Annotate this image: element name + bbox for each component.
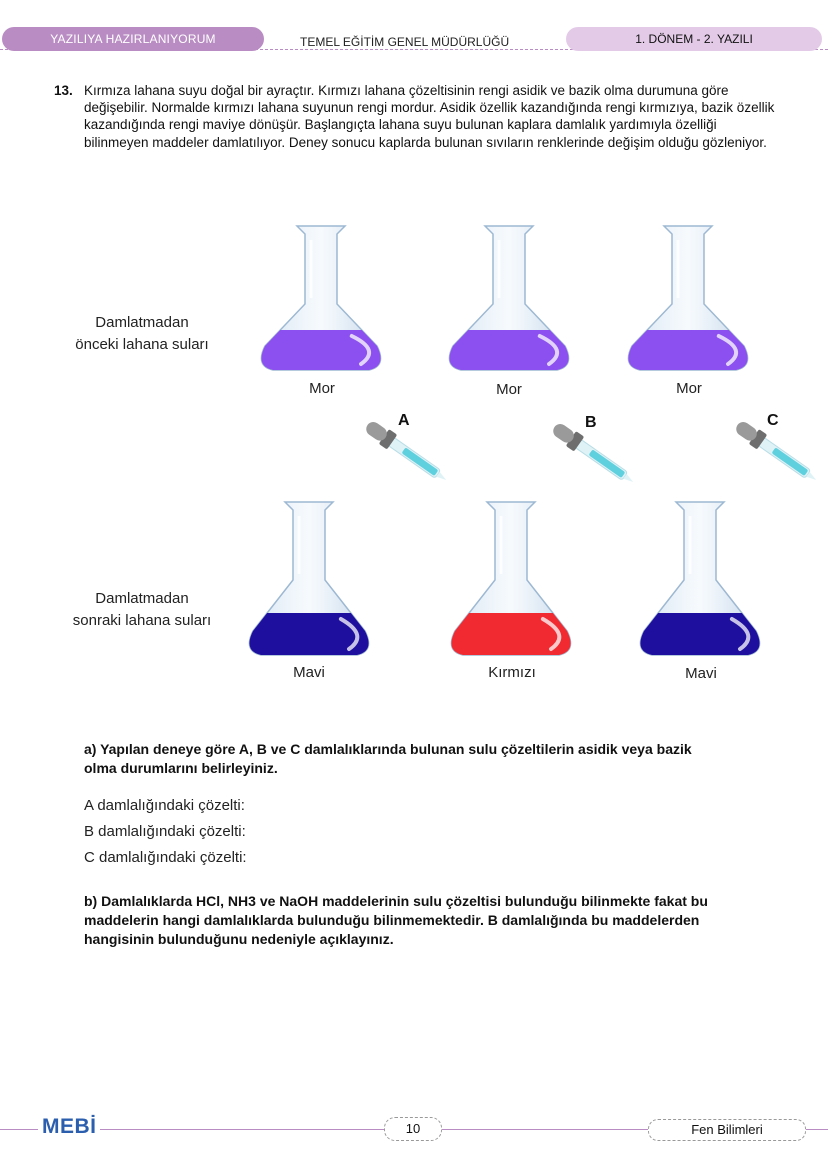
dropper-liquid bbox=[402, 447, 439, 476]
before-flask-3 bbox=[628, 226, 747, 370]
dropper-liquid bbox=[589, 449, 626, 478]
after-flask-label-2: Kırmızı bbox=[488, 664, 536, 681]
header-badge-right: 1. DÖNEM - 2. YAZILI bbox=[566, 27, 822, 51]
before-flask-1 bbox=[261, 226, 380, 370]
before-flask-label-3: Mor bbox=[676, 380, 702, 397]
before-flask-label-2: Mor bbox=[496, 381, 522, 398]
page-number: 10 bbox=[384, 1117, 442, 1141]
dropper-label-a: A bbox=[398, 412, 410, 429]
after-flask-1 bbox=[249, 502, 368, 655]
before-flask-label-1: Mor bbox=[309, 380, 335, 397]
footer-line-mid-left bbox=[100, 1129, 384, 1130]
footer-line-left bbox=[0, 1129, 38, 1130]
question-text: Kırmıza lahana suyu doğal bir ayraçtır. Kırmızı lahana çözeltisinin rengi asidik ve bazik olma durumuna göre değişebilir. Normalde kırmızı lahana suyunun rengi mordur. Asidik özellik kazandığında rengi kırmızıya, bazik özellik kazandığında rengi maviye dönüşür. Başlangıçta lahana suyu bulunan kaplara damlalık yardımıyla özelliği bilinmeyen maddeler damlatılıyor. Deney sonucu kaplarda bulunan sıvıların renklerinde değişim olduğu gözleniyor. bbox=[84, 83, 775, 150]
answer-line-a: A damlalığındaki çözelti: bbox=[84, 797, 245, 814]
part-b-prompt: b) Damlalıklarda HCl, NH3 ve NaOH maddelerinin sulu çözeltisi bulunduğu bilinmekte fakat bu maddelerin hangi damlalıklarda bulunduğu bilinmemektedir. B damlalığında bu maddelerden hangisinin bulunduğunu nedeniyle açıklayınız. bbox=[84, 893, 708, 947]
header-badge-left: YAZILIYA HAZIRLANIYORUM bbox=[2, 27, 264, 51]
after-flask-2 bbox=[451, 502, 570, 655]
answer-line-b: B damlalığındaki çözelti: bbox=[84, 823, 246, 840]
after-flask-3 bbox=[640, 502, 759, 655]
question-number: 13. bbox=[54, 83, 73, 98]
footer-line-right bbox=[804, 1129, 828, 1130]
dropper-label-c: C bbox=[767, 412, 779, 429]
header-title: TEMEL EĞİTİM GENEL MÜDÜRLÜĞÜ bbox=[300, 35, 510, 49]
mebi-logo: MEBİ bbox=[42, 1115, 97, 1138]
after-flask-label-3: Mavi bbox=[685, 665, 717, 682]
dropper-liquid bbox=[772, 447, 809, 476]
after-flask-label-1: Mavi bbox=[293, 664, 325, 681]
subject-label: Fen Bilimleri bbox=[648, 1119, 806, 1141]
before-flask-2 bbox=[449, 226, 568, 370]
dropper-label-b: B bbox=[585, 414, 597, 431]
before-label: Damlatmadan önceki lahana suları bbox=[75, 314, 209, 353]
after-label: Damlatmadan sonraki lahana suları bbox=[72, 590, 212, 629]
part-a-prompt: a) Yapılan deneye göre A, B ve C damlalıklarında bulunan sulu çözeltilerin asidik veya bazik olma durumlarını belirleyiniz. bbox=[84, 741, 692, 776]
answer-line-c: C damlalığındaki çözelti: bbox=[84, 849, 247, 866]
footer-line-mid-right bbox=[440, 1129, 648, 1130]
